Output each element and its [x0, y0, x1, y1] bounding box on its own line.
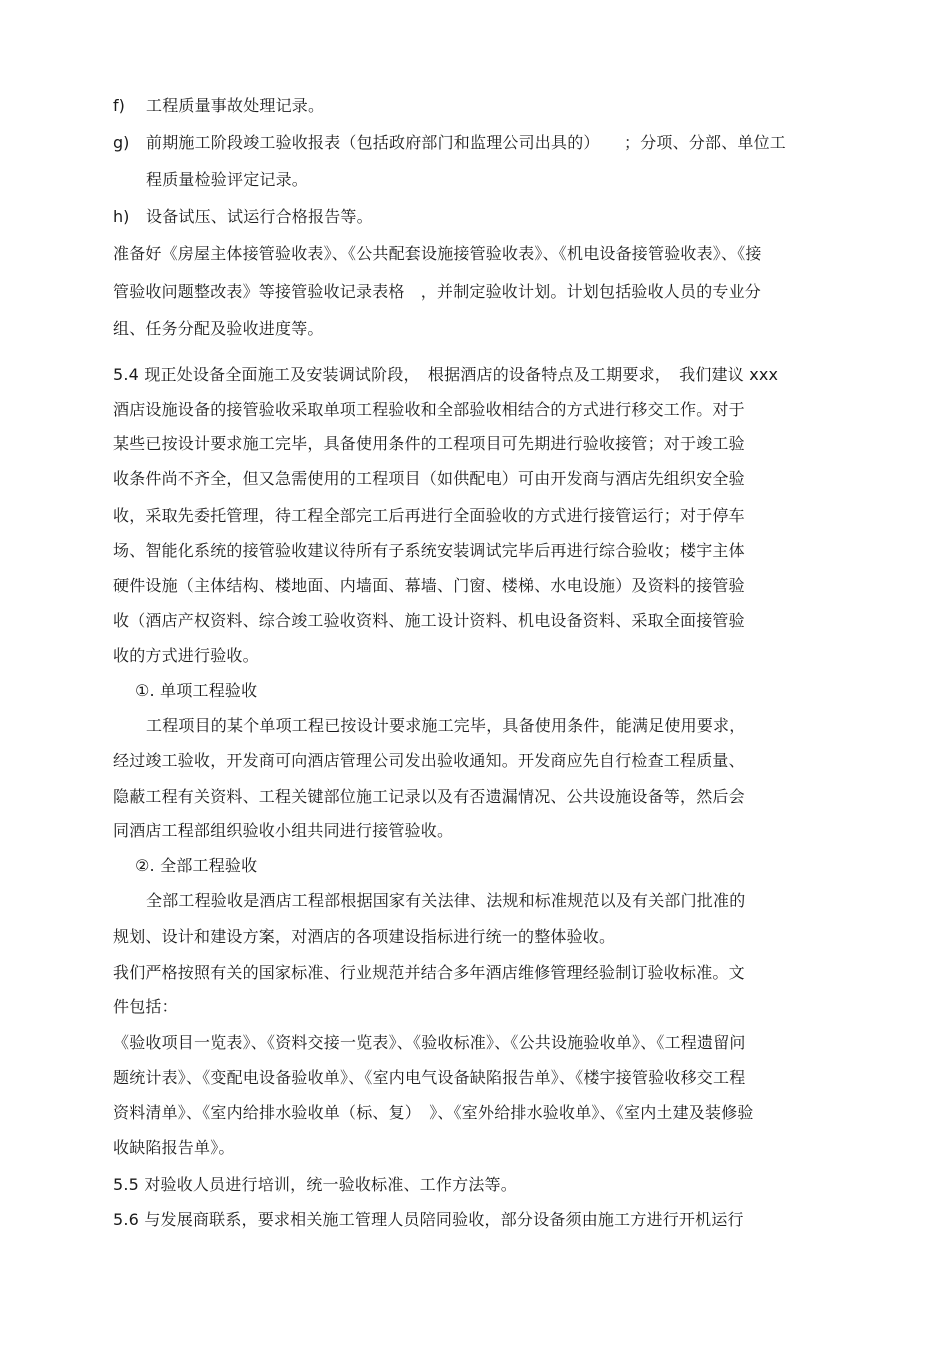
paragraph-5-4-line: 收（酒店产权资料、综合竣工验收资料、施工设计资料、机电设备资料、采取全面接管验 [113, 611, 745, 630]
paragraph-whole-project-line: 规划、设计和建设方案，对酒店的各项建设指标进行统一的整体验收。 [113, 927, 616, 946]
list-item-h-text: 设备试压、试运行合格报告等。 [146, 207, 373, 226]
paragraph-standard-line: 我们严格按照有关的国家标准、行业规范并结合多年酒店维修管理经验制订验收标准。文 [113, 963, 745, 982]
list-marker-f: f) [113, 96, 125, 115]
paragraph-single-project-line: 同酒店工程部组织验收小组共同进行接管验收。 [113, 821, 454, 840]
list-marker-h: h) [113, 207, 130, 226]
paragraph-single-project-line: 工程项目的某个单项工程已按设计要求施工完毕，具备使用条件，能满足使用要求， [146, 716, 746, 735]
paragraph-5-4-line: 酒店设施设备的接管验收采取单项工程验收和全部验收相结合的方式进行移交工作。对于 [113, 400, 745, 419]
paragraph-standard-line: 件包括： [113, 997, 178, 1016]
item-5-5: 5.5 对验收人员进行培训，统一验收标准、工作方法等。 [113, 1175, 517, 1194]
paragraph-5-4-line: 收，采取先委托管理，待工程全部完工后再进行全面验收的方式进行接管运行；对于停车 [113, 506, 745, 525]
paragraph-5-4-line: 某些已按设计要求施工完毕，具备使用条件的工程项目可先期进行验收接管；对于竣工验 [113, 434, 745, 453]
list-item-g-text: 前期施工阶段竣工验收报表（包括政府部门和监理公司出具的） ；分项、分部、单位工 [146, 133, 787, 152]
paragraph-single-project-line: 隐蔽工程有关资料、工程关键部位施工记录以及有否遗漏情况、公共设施设备等，然后会 [113, 787, 745, 806]
paragraph-5-4-line: 收条件尚不齐全，但又急需使用的工程项目（如供配电）可由开发商与酒店先组织安全验 [113, 469, 745, 488]
paragraph-prepare-line: 准备好《房屋主体接管验收表》、《公共配套设施接管验收表》、《机电设备接管验收表》、《接 [113, 244, 762, 263]
paragraph-docs-line: 《验收项目一览表》、《资料交接一览表》、《验收标准》、《公共设施验收单》、《工程遗留问 [113, 1033, 746, 1052]
list-marker-g: g) [113, 133, 130, 152]
paragraph-whole-project-line: 全部工程验收是酒店工程部根据国家有关法律、法规和标准规范以及有关部门批准的 [146, 891, 746, 910]
paragraph-prepare-line: 组、任务分配及验收进度等。 [113, 319, 324, 338]
list-item-g-text: 程质量检验评定记录。 [146, 170, 309, 189]
paragraph-prepare-line: 管验收问题整改表》等接管验收记录表格 ，并制定验收计划。计划包括验收人员的专业分 [113, 282, 762, 301]
subheading-whole-project: ②. 全部工程验收 [135, 856, 258, 875]
paragraph-5-4-line: 5.4 现正处设备全面施工及安装调试阶段， 根据酒店的设备特点及工期要求， 我们建议 xxx [113, 365, 779, 384]
paragraph-docs-line: 资料清单》、《室内给排水验收单（标、复） 》、《室外给排水验收单》、《室内土建及装修验 [113, 1103, 754, 1122]
paragraph-docs-line: 收缺陷报告单》。 [113, 1138, 235, 1157]
list-item-f-text: 工程质量事故处理记录。 [146, 96, 325, 115]
paragraph-single-project-line: 经过竣工验收，开发商可向酒店管理公司发出验收通知。开发商应先自行检查工程质量、 [113, 751, 745, 770]
paragraph-5-4-line: 硬件设施（主体结构、楼地面、内墙面、幕墙、门窗、楼梯、水电设施）及资料的接管验 [113, 576, 745, 595]
item-5-6: 5.6 与发展商联系，要求相关施工管理人员陪同验收，部分设备须由施工方进行开机运行 [113, 1210, 744, 1229]
paragraph-docs-line: 题统计表》、《变配电设备验收单》、《室内电气设备缺陷报告单》、《楼宇接管验收移交工程 [113, 1068, 746, 1087]
subheading-single-project: ①. 单项工程验收 [135, 681, 258, 700]
paragraph-5-4-line: 收的方式进行验收。 [113, 646, 259, 665]
paragraph-5-4-line: 场、智能化系统的接管验收建议待所有子系统安装调试完毕后再进行综合验收；楼宇主体 [113, 541, 745, 560]
